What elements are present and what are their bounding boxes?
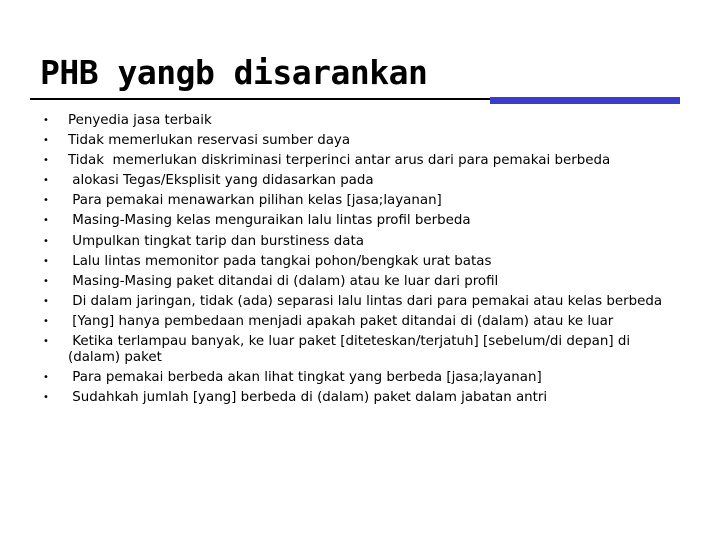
bullet-text: Tidak memerlukan reservasi sumber daya [68, 133, 351, 149]
title-accent-bar [490, 97, 680, 104]
bullet-text: Sudahkah jumlah [yang] berbeda di (dalam) paket dalam jabatan antri [68, 389, 548, 405]
bullet-item [38, 213, 678, 229]
title-underline [30, 98, 530, 100]
bullet-dot-icon: • [43, 175, 49, 187]
bullet-list [38, 113, 678, 410]
bullet-text: Di dalam jaringan, tidak (ada) separasi lalu lintas dari para pemakai atau kelas berbeda [68, 293, 663, 309]
bullet-item [38, 153, 678, 169]
bullet-text: Para pemakai berbeda akan lihat tingkat yang berbeda [jasa;layanan] [68, 369, 542, 385]
bullet-item [38, 390, 678, 406]
bullet-text: Lalu lintas memonitor pada tangkai pohon/bengkak urat batas [68, 253, 492, 269]
bullet-dot-icon: • [43, 315, 49, 327]
bullet-dot-icon: • [43, 295, 49, 307]
bullet-dot-icon: • [43, 255, 49, 267]
bullet-text: Para pemakai menawarkan pilihan kelas [jasa;layanan] [68, 193, 442, 209]
bullet-dot-icon: • [43, 391, 49, 403]
bullet-dot-icon: • [43, 336, 49, 348]
bullet-dot-icon: • [43, 135, 49, 147]
bullet-text: Ketika terlampau banyak, ke luar paket [diteteskan/terjatuh] [sebelum/di depan] di (dalam) paket [68, 334, 635, 365]
bullet-item [38, 254, 678, 270]
bullet-dot-icon: • [43, 235, 49, 247]
bullet-item [38, 274, 678, 290]
bullet-dot-icon: • [43, 195, 49, 207]
bullet-dot-icon: • [43, 275, 49, 287]
bullet-text: Masing-Masing paket ditandai di (dalam) atau ke luar dari profil [68, 273, 499, 289]
slide-title: PHB yangb disarankan [40, 53, 428, 92]
bullet-item [38, 234, 678, 250]
bullet-item [38, 334, 678, 365]
bullet-item [38, 113, 678, 129]
bullet-text: [Yang] hanya pembedaan menjadi apakah paket ditandai di (dalam) atau ke luar [68, 313, 614, 329]
bullet-text: Penyedia jasa terbaik [68, 113, 212, 128]
bullet-text: Masing-Masing kelas menguraikan lalu lintas profil berbeda [68, 213, 471, 229]
bullet-dot-icon: • [43, 215, 49, 227]
bullet-text: Tidak memerlukan diskriminasi terperinci antar arus dari para pemakai berbeda [68, 153, 611, 169]
bullet-item [38, 193, 678, 209]
bullet-item [38, 173, 678, 189]
bullet-dot-icon: • [43, 155, 49, 167]
bullet-text: alokasi Tegas/Eksplisit yang didasarkan pada [68, 173, 374, 189]
bullet-item [38, 314, 678, 330]
bullet-text: Umpulkan tingkat tarip dan burstiness data [68, 233, 364, 249]
bullet-item [38, 294, 678, 310]
bullet-dot-icon: • [43, 371, 49, 383]
bullet-item [38, 370, 678, 386]
bullet-dot-icon: • [43, 115, 49, 126]
bullet-item [38, 133, 678, 149]
